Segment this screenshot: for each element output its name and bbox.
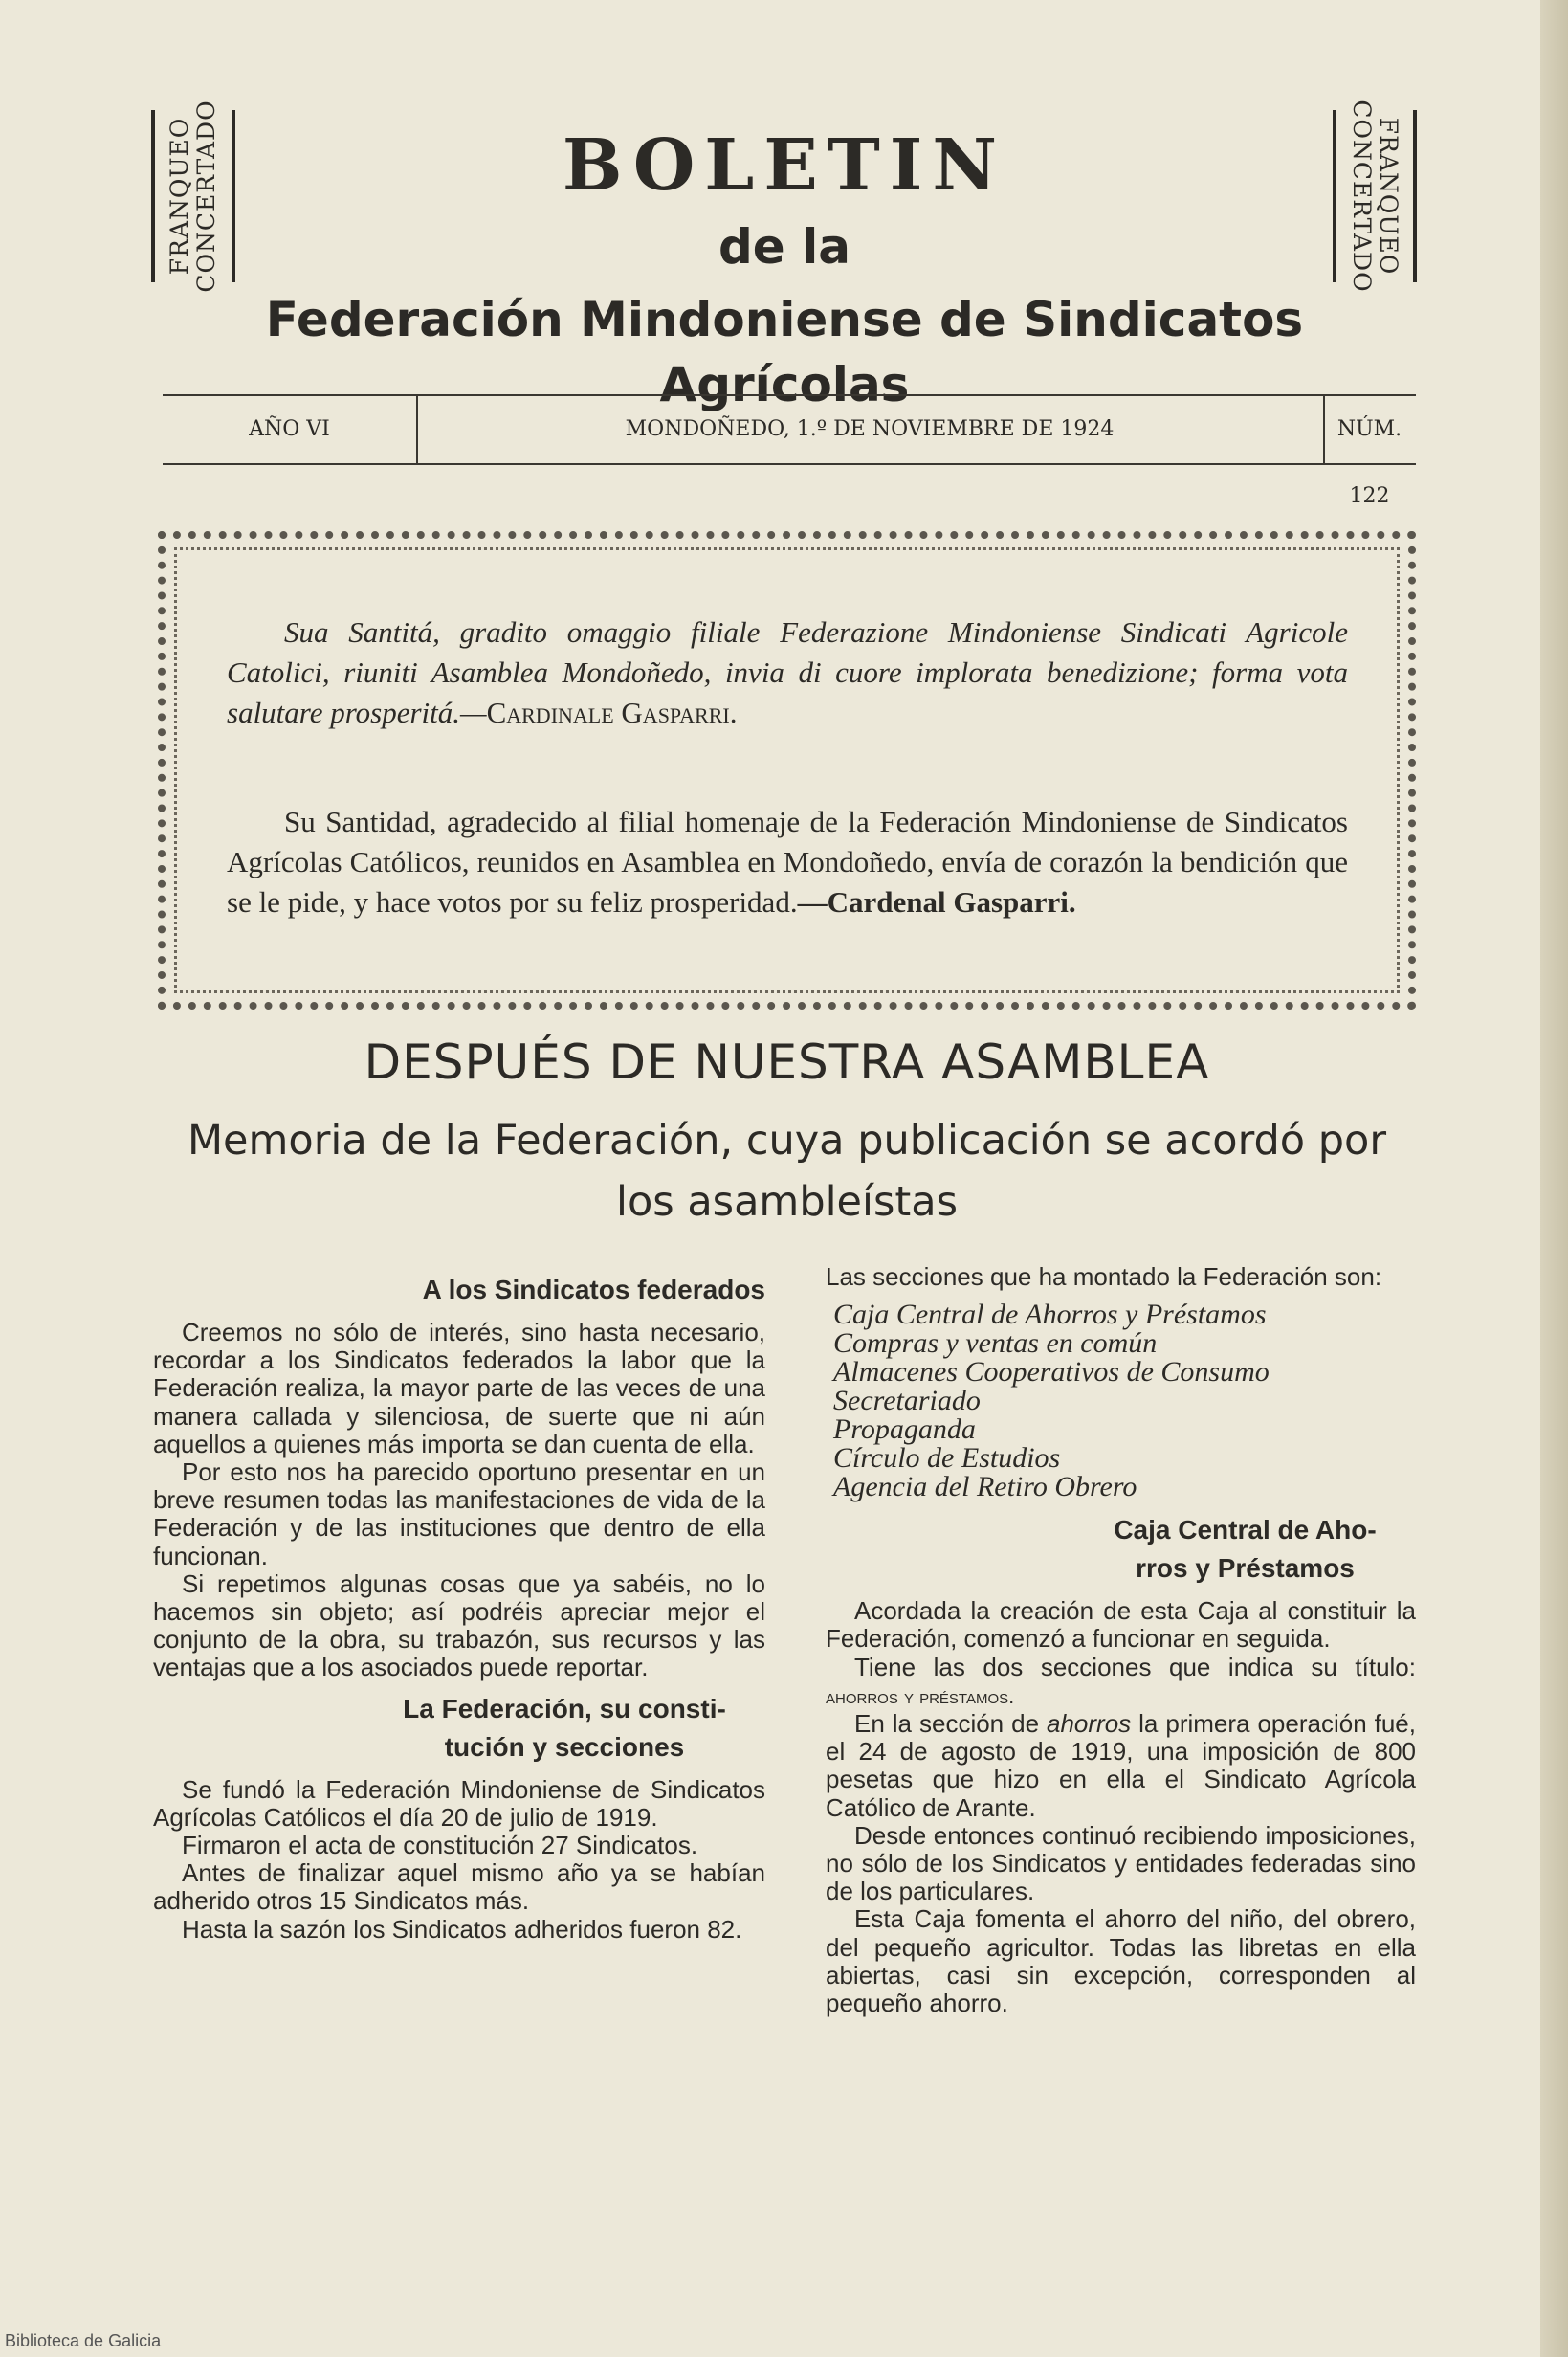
paragraph-text: Tiene las dos secciones que indica su título: [854,1652,1416,1681]
masthead-title: BOLETIN [562,124,1007,207]
article-column-left [153,1263,765,1944]
section-heading-caja-2: rros y Préstamos [1136,1553,1355,1584]
paragraph: Esta Caja fomenta el ahorro del niño, del obrero, del pequeño agricultor. Todas las libretas en ella abiertas, casi sin excepción, corresponden al pequeño ahorro. [826,1904,1416,2018]
paragraph: Firmaron el acta de constitución 27 Sindicatos. [182,1831,698,1860]
franqueo-right-line1: FRANQUEO [1375,117,1402,276]
list-item: Círculo de Estudios [833,1442,1061,1475]
franqueo-left-line2: CONCERTADO [192,100,220,293]
paragraph-smallcaps: ahorros y préstamos. [826,1683,1015,1708]
list-item: Almacenes Cooperativos de Consumo [833,1356,1270,1389]
section-heading-constitucion-1: La Federación, su consti- [403,1693,726,1723]
list-item: Compras y ventas en común [833,1327,1158,1360]
page-edge [1540,0,1568,2357]
paragraph: Creemos no sólo de interés, sino hasta necesario, recordar a los Sindicatos federados la labor que la Federación realiza, la mayor parte de las veces de una manera callada y silenciosa, de suerte que ni aún aquellos a quienes más importa se dan cuenta de ella. [153,1318,765,1458]
franqueo-stamp-left [151,100,235,293]
section-heading-constitucion-2: tución y secciones [444,1731,685,1762]
spanish-text: Su Santidad, agradecido al filial homenaje de la Federación Mindoniense de Sindicatos Agrícolas Católicos, reunidos en Asamblea en Mondoñedo, envía de corazón la bendición que se le pide, y hace votos por su feliz prosperidad. [227,805,1348,919]
paragraph [826,1710,1416,1822]
italian-signature: Cardinale Gasparri. [486,696,738,729]
issue-year: AÑO VI [163,396,418,463]
paragraph: Hasta la sazón los Sindicatos adheridos fueron 82. [182,1914,742,1944]
paragraph: Si repetimos algunas cosas que ya sabéis, no lo hacemos sin objeto; así podréis apreciar mejor el conjunto de la obra, su trabazón, sus recursos y las ventajas que a los asociados puede reportar. [153,1568,765,1682]
section-heading-caja-1: Caja Central de Aho- [1114,1515,1377,1545]
article-headline: DESPUÉS DE NUESTRA ASAMBLEA [364,1034,1210,1090]
masthead-de-la: de la [718,219,850,275]
papal-message-spanish [227,802,1348,923]
franqueo-stamp-right [1333,100,1417,293]
paragraph [826,1654,1416,1710]
article-subheadline: Memoria de la Federación, cuya publicación se acordó por los asambleístas [187,1117,1387,1226]
paragraph-intro: Las secciones que ha montado la Federación son: [826,1262,1382,1291]
masthead-federation: Federación Mindoniense de Sindicatos Agrícolas [265,292,1304,412]
issue-info-bar [163,394,1416,508]
library-watermark: Biblioteca de Galicia [5,2331,162,2350]
paragraph: Se fundó la Federación Mindoniense de Sindicatos Agrícolas Católicos el día 20 de julio de 1919. [153,1774,765,1832]
list-item: Secretariado [833,1385,981,1417]
section-heading-sindicatos: A los Sindicatos federados [422,1275,765,1304]
paragraph-text: la primera operación fué, el 24 de agosto de 1919, una imposición de 800 pesetas que hizo en ella el Sindicato Agrícola Católico de Arante. [826,1709,1416,1822]
papal-message-italian [227,612,1348,733]
list-item: Caja Central de Ahorros y Préstamos [833,1299,1267,1331]
franqueo-right-line2: CONCERTADO [1348,100,1376,293]
franqueo-left-line1: FRANQUEO [166,117,193,276]
article-column-right [826,1263,1416,2017]
paragraph-text: En la sección de [854,1709,1040,1739]
issue-number: NÚM. 122 [1336,417,1402,508]
issue-date: MONDOÑEDO, 1.º DE NOVIEMBRE DE 1924 [416,396,1325,463]
sections-list [826,1301,1416,1501]
paragraph: Acordada la creación de esta Caja al constituir la Federación, comenzó a funcionar en seguida. [826,1596,1416,1654]
paragraph: Antes de finalizar aquel mismo año ya se habían adherido otros 15 Sindicatos más. [153,1858,765,1916]
italian-text: Sua Santitá, gradito omaggio filiale Federazione Mindoniense Sindicati Agricole Catolici, riuniti Asamblea Mondoñedo, invia di cuore implorata benedizione; forma vota salutare prosperitá.— [227,615,1348,729]
paragraph: Por esto nos ha parecido oportuno presentar en un breve resumen todas las manifestaciones de vida de la Federación y de las instituciones que dentro de ella funcionan. [153,1457,765,1570]
paragraph-emphasis: ahorros [1047,1709,1132,1739]
spanish-signature: —Cardenal Gasparri. [797,885,1076,919]
paragraph: Desde entonces continuó recibiendo imposiciones, no sólo de los Sindicatos y entidades federadas sino de los particulares. [826,1820,1416,1906]
list-item: Propaganda [833,1413,976,1446]
list-item: Agencia del Retiro Obrero [833,1471,1137,1503]
